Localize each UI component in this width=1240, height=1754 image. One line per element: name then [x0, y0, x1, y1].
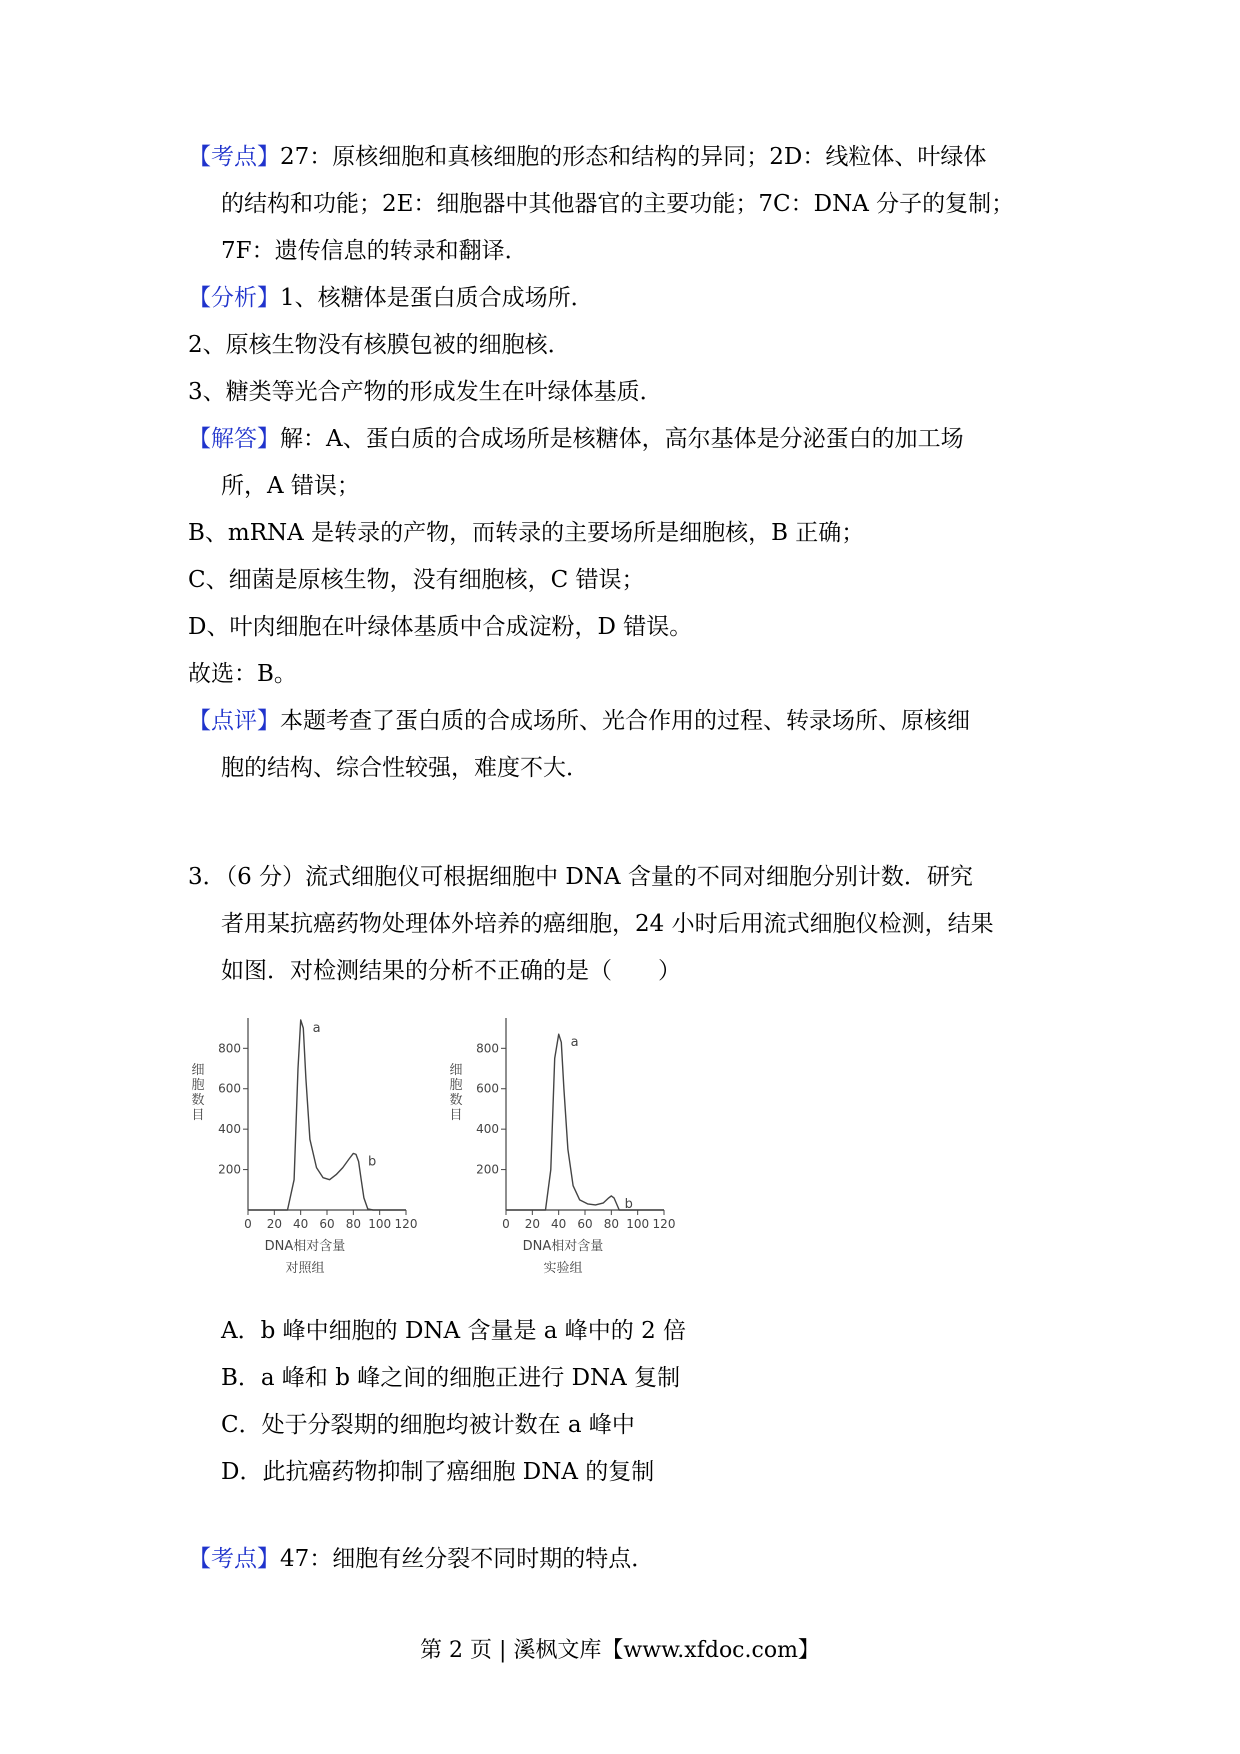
- x-tick-label: 80: [603, 1217, 619, 1231]
- x-tick-label: 120: [394, 1217, 418, 1231]
- fenxi-line-1: [188, 283, 594, 313]
- y-axis-label-char: 目: [191, 1108, 205, 1123]
- y-tick-label: 400: [218, 1122, 241, 1137]
- jieda-line-1: [188, 424, 964, 454]
- y-axis-label-char: 数: [191, 1093, 205, 1108]
- question-3-line-3: 如图．对检测结果的分析不正确的是（ ）: [221, 958, 681, 984]
- control-group-chart: [190, 1010, 440, 1280]
- peak-label-a: a: [570, 1035, 579, 1051]
- x-axis-label: DNA相对含量: [522, 1239, 604, 1254]
- x-tick-label: 60: [577, 1217, 593, 1231]
- chart-title: 实验组: [543, 1261, 583, 1276]
- x-tick-label: 40: [293, 1217, 309, 1231]
- answer-select: 故选：B。: [188, 661, 297, 687]
- peak-label-a: a: [312, 1021, 321, 1037]
- y-axis-label-char: 数: [449, 1093, 463, 1108]
- jieda-option-b: B、mRNA 是转录的产物，而转录的主要场所是细胞核，B 正确；: [188, 520, 865, 546]
- y-tick-label: 200: [218, 1162, 241, 1177]
- x-tick-label: 0: [244, 1217, 252, 1231]
- option-a: A．b 峰中细胞的 DNA 含量是 a 峰中的 2 倍: [221, 1318, 687, 1344]
- y-tick-label: 600: [476, 1081, 499, 1096]
- fenxi-line-3: 3、糖类等光合产物的形成发生在叶绿体基质．: [188, 379, 663, 405]
- jieda-line-2: 所，A 错误；: [221, 473, 360, 499]
- fenxi-text: 1、核糖体是蛋白质合成场所．: [280, 285, 594, 311]
- y-tick-label: 400: [476, 1122, 499, 1137]
- y-axis-label-char: 细: [449, 1063, 463, 1078]
- x-tick-label: 80: [345, 1217, 361, 1231]
- option-b: B．a 峰和 b 峰之间的细胞正进行 DNA 复制: [221, 1365, 681, 1391]
- option-d: D．此抗癌药物抑制了癌细胞 DNA 的复制: [221, 1459, 655, 1485]
- y-axis-label-char: 目: [449, 1108, 463, 1123]
- dianping-text: 本题考查了蛋白质的合成场所、光合作用的过程、转录场所、原核细: [280, 708, 970, 734]
- y-tick-label: 200: [476, 1162, 499, 1177]
- jieda-option-d: D、叶肉细胞在叶绿体基质中合成淀粉，D 错误。: [188, 614, 693, 640]
- y-tick-label: 800: [218, 1041, 241, 1056]
- kaodian-line-1: [188, 142, 986, 172]
- chart-title: 对照组: [285, 1261, 325, 1276]
- x-tick-label: 0: [502, 1217, 510, 1231]
- dianping-tag: 【点评】: [188, 708, 280, 734]
- kaodian-line-3: 7F：遗传信息的转录和翻译．: [221, 238, 528, 264]
- dianping-line-1: [188, 706, 970, 736]
- y-tick-label: 600: [218, 1081, 241, 1096]
- fenxi-tag: 【分析】: [188, 285, 280, 311]
- dianping-line-2: 胞的结构、综合性较强，难度不大．: [221, 755, 589, 781]
- kaodian2-text: 47：细胞有丝分裂不同时期的特点．: [280, 1546, 655, 1572]
- y-axis-label-char: 细: [191, 1063, 205, 1078]
- x-tick-label: 20: [266, 1217, 282, 1231]
- page-footer: 第 2 页 | 溪枫文库【www.xfdoc.com】: [420, 1638, 820, 1663]
- y-tick-label: 800: [476, 1041, 499, 1056]
- option-c: C．处于分裂期的细胞均被计数在 a 峰中: [221, 1412, 635, 1438]
- experiment-group-chart: [448, 1010, 698, 1280]
- kaodian2-tag: 【考点】: [188, 1546, 280, 1572]
- kaodian-tag: 【考点】: [188, 144, 280, 170]
- jieda-text: 解：A、蛋白质的合成场所是核糖体，高尔基体是分泌蛋白的加工场: [280, 426, 964, 452]
- series-line: [506, 1034, 664, 1210]
- question-3-line-1: 3．（6 分）流式细胞仪可根据细胞中 DNA 含量的不同对细胞分别计数．研究: [188, 864, 973, 890]
- peak-label-b: b: [624, 1196, 633, 1212]
- y-axis-label-char: 胞: [191, 1078, 205, 1093]
- x-tick-label: 100: [368, 1217, 392, 1231]
- series-line: [248, 1020, 406, 1210]
- x-tick-label: 20: [524, 1217, 540, 1231]
- y-axis-label-char: 胞: [449, 1078, 463, 1093]
- x-axis-label: DNA相对含量: [264, 1239, 346, 1254]
- peak-label-b: b: [367, 1154, 377, 1170]
- kaodian2-line: [188, 1544, 654, 1574]
- kaodian-text: 27：原核细胞和真核细胞的形态和结构的异同；2D：线粒体、叶绿体: [280, 144, 987, 170]
- jieda-option-c: C、细菌是原核生物，没有细胞核，C 错误；: [188, 567, 645, 593]
- kaodian-line-2: 的结构和功能；2E：细胞器中其他器官的主要功能；7C：DNA 分子的复制；: [221, 191, 1015, 217]
- x-tick-label: 60: [319, 1217, 335, 1231]
- jieda-tag: 【解答】: [188, 426, 280, 452]
- fenxi-line-2: 2、原核生物没有核膜包被的细胞核．: [188, 332, 571, 358]
- x-tick-label: 120: [652, 1217, 676, 1231]
- x-tick-label: 40: [551, 1217, 567, 1231]
- question-3-line-2: 者用某抗癌药物处理体外培养的癌细胞，24 小时后用流式细胞仪检测，结果: [221, 911, 994, 937]
- x-tick-label: 100: [626, 1217, 650, 1231]
